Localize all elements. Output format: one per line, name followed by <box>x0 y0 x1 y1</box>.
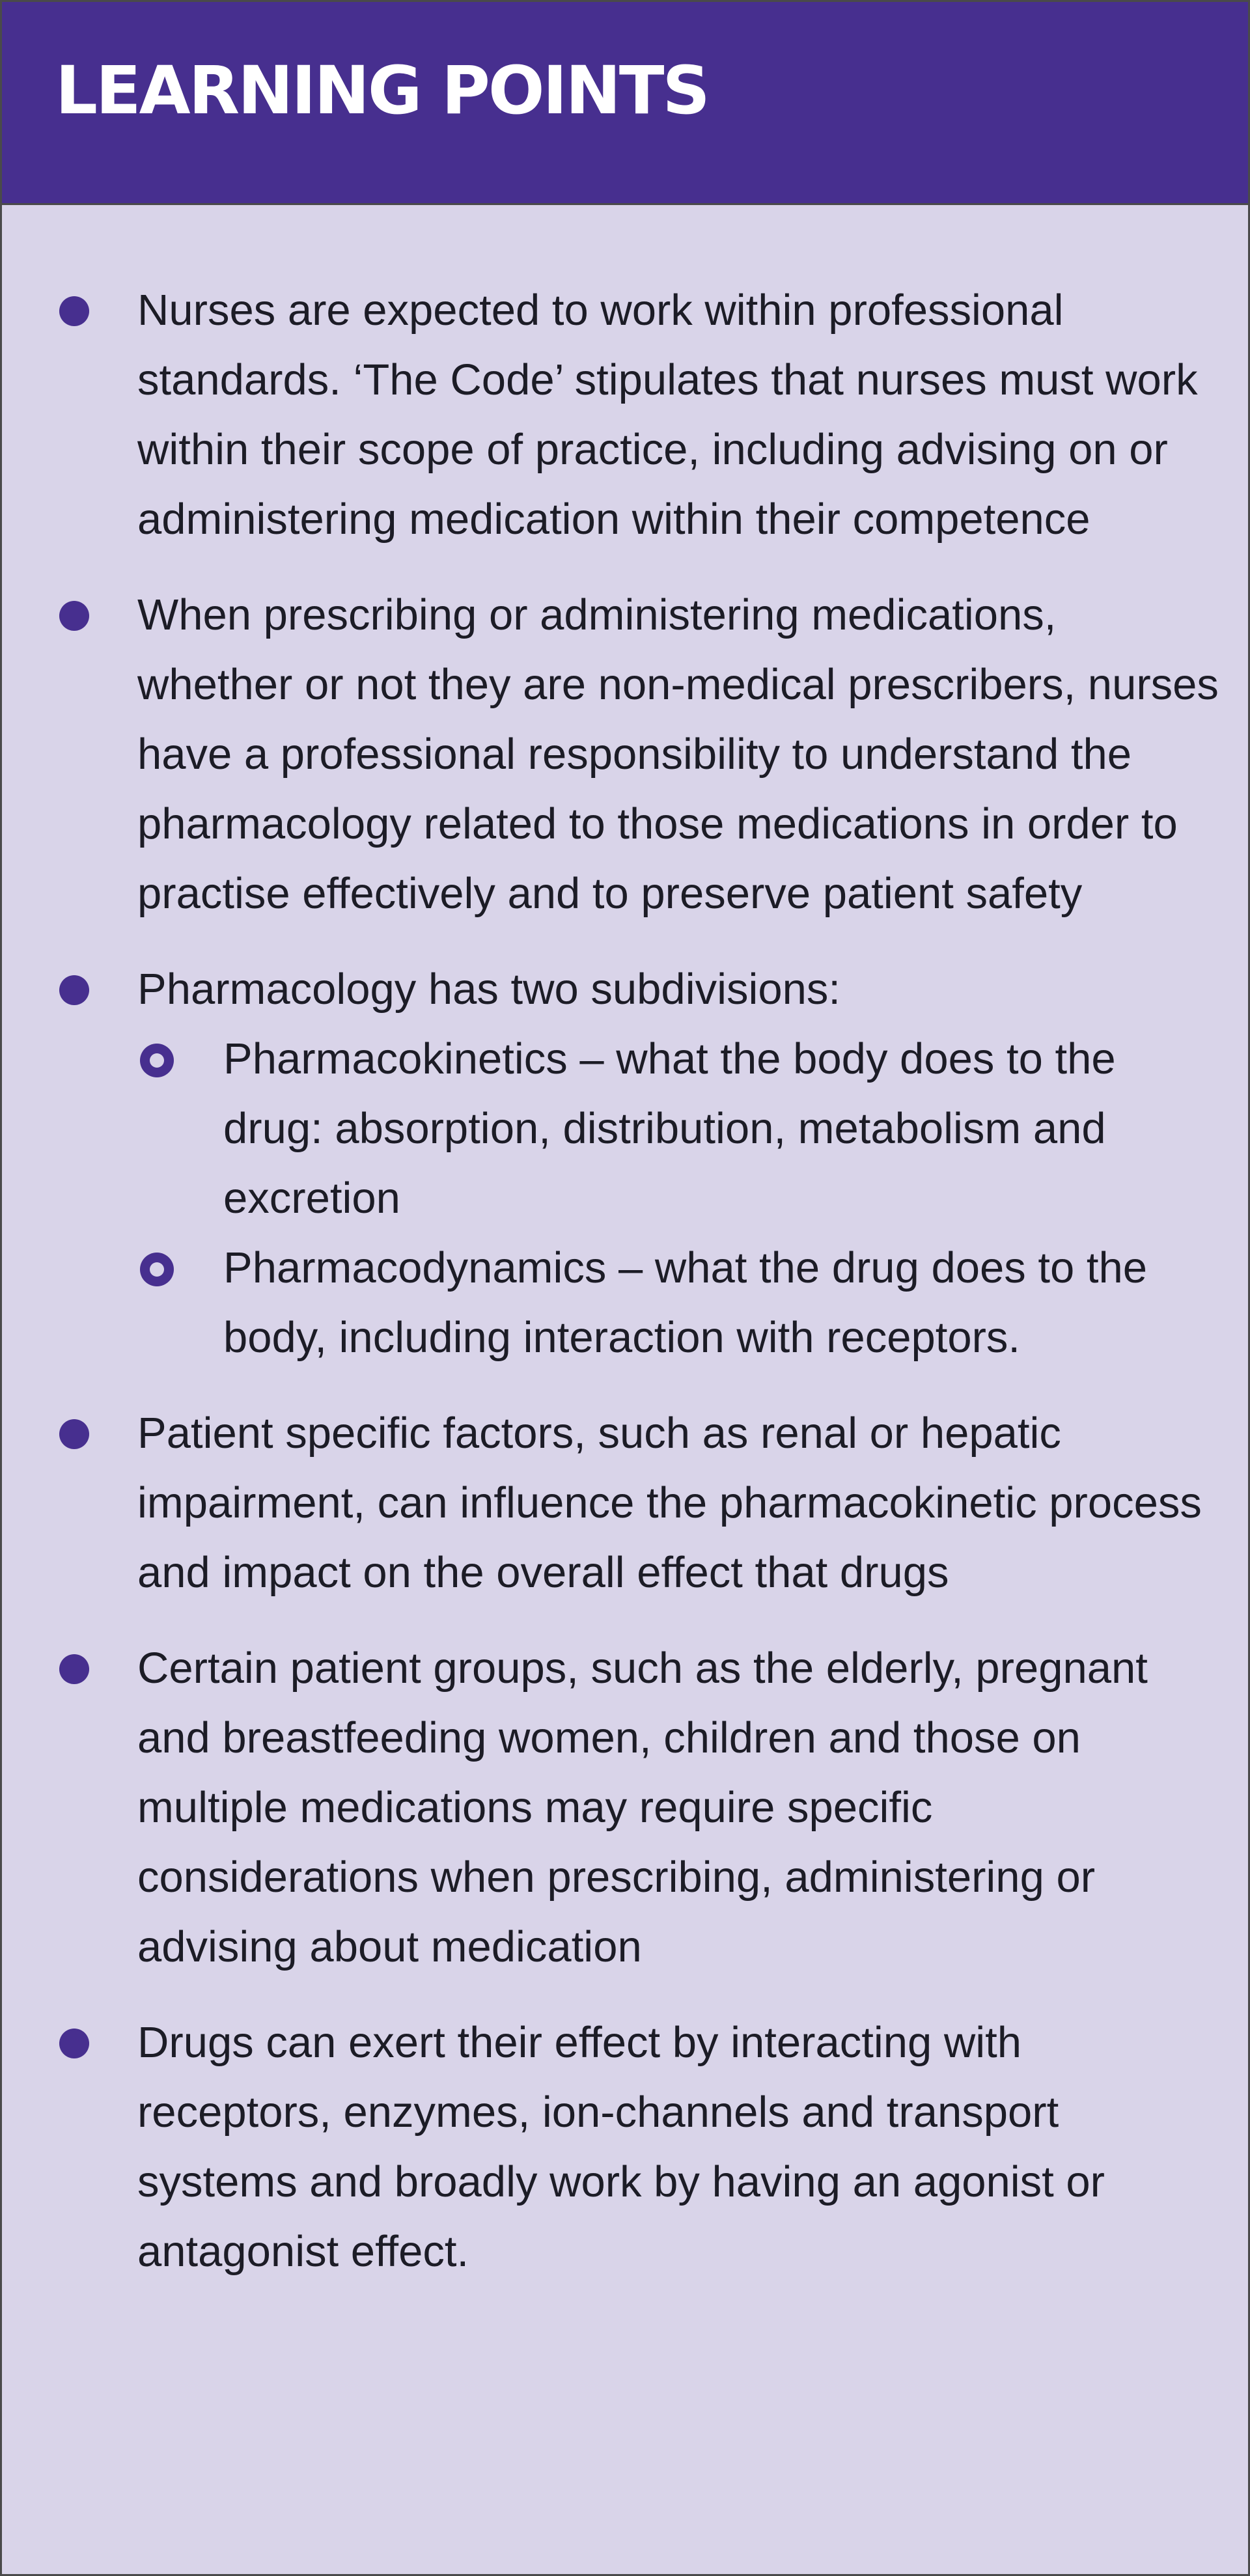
bullet-icon <box>59 601 89 631</box>
panel-title: LEARNING POINTS <box>55 52 708 130</box>
bullet-icon <box>59 1419 89 1449</box>
list-item-text: Nurses are expected to work within professional standards. ‘The Code’ stipulates that nurses must work within their scope of practice, including advising on or administering medication within their competence <box>137 286 1198 544</box>
list-item <box>2 954 1248 1372</box>
list-item-text: When prescribing or administering medications, whether or not they are non-medical prescribers, nurses have a professional responsibility to understand the pharmacology related to those medications in order to practise effectively and to preserve patient safety <box>137 590 1219 918</box>
sub-list-item-text: Pharmacokinetics – what the body does to the drug: absorption, distribution, metabolism and excretion <box>223 1034 1116 1223</box>
bullet-icon <box>59 975 89 1005</box>
sub-list-item-text: Pharmacodynamics – what the drug does to the body, including interaction with receptors. <box>223 1243 1147 1362</box>
sub-list <box>137 1024 1222 1372</box>
list-item <box>2 2008 1248 2286</box>
list-item-text: Pharmacology has two subdivisions: <box>137 965 840 1014</box>
bullet-icon <box>59 1654 89 1684</box>
sub-list-item <box>137 1233 1222 1372</box>
list-item <box>2 1398 1248 1607</box>
ring-bullet-icon <box>140 1044 174 1077</box>
list-item <box>2 275 1248 554</box>
bullet-icon <box>59 296 89 326</box>
list-item-text: Drugs can exert their effect by interacting with receptors, enzymes, ion-channels and transport systems and broadly work by having an agonist or antagonist effect. <box>137 2018 1105 2276</box>
ring-bullet-icon <box>140 1253 174 1286</box>
list-item-text: Certain patient groups, such as the elderly, pregnant and breastfeeding women, children and those on multiple medications may require specific considerations when prescribing, administering or advising about medication <box>137 1644 1148 1971</box>
panel-header <box>2 2 1248 205</box>
sub-list-item <box>137 1024 1222 1233</box>
list-item <box>2 1633 1248 1982</box>
list-item <box>2 580 1248 928</box>
list-item-text: Patient specific factors, such as renal or hepatic impairment, can influence the pharmacokinetic process and impact on the overall effect that drugs <box>137 1409 1202 1597</box>
bullet-icon <box>59 2029 89 2058</box>
learning-points-list <box>2 275 1248 2312</box>
